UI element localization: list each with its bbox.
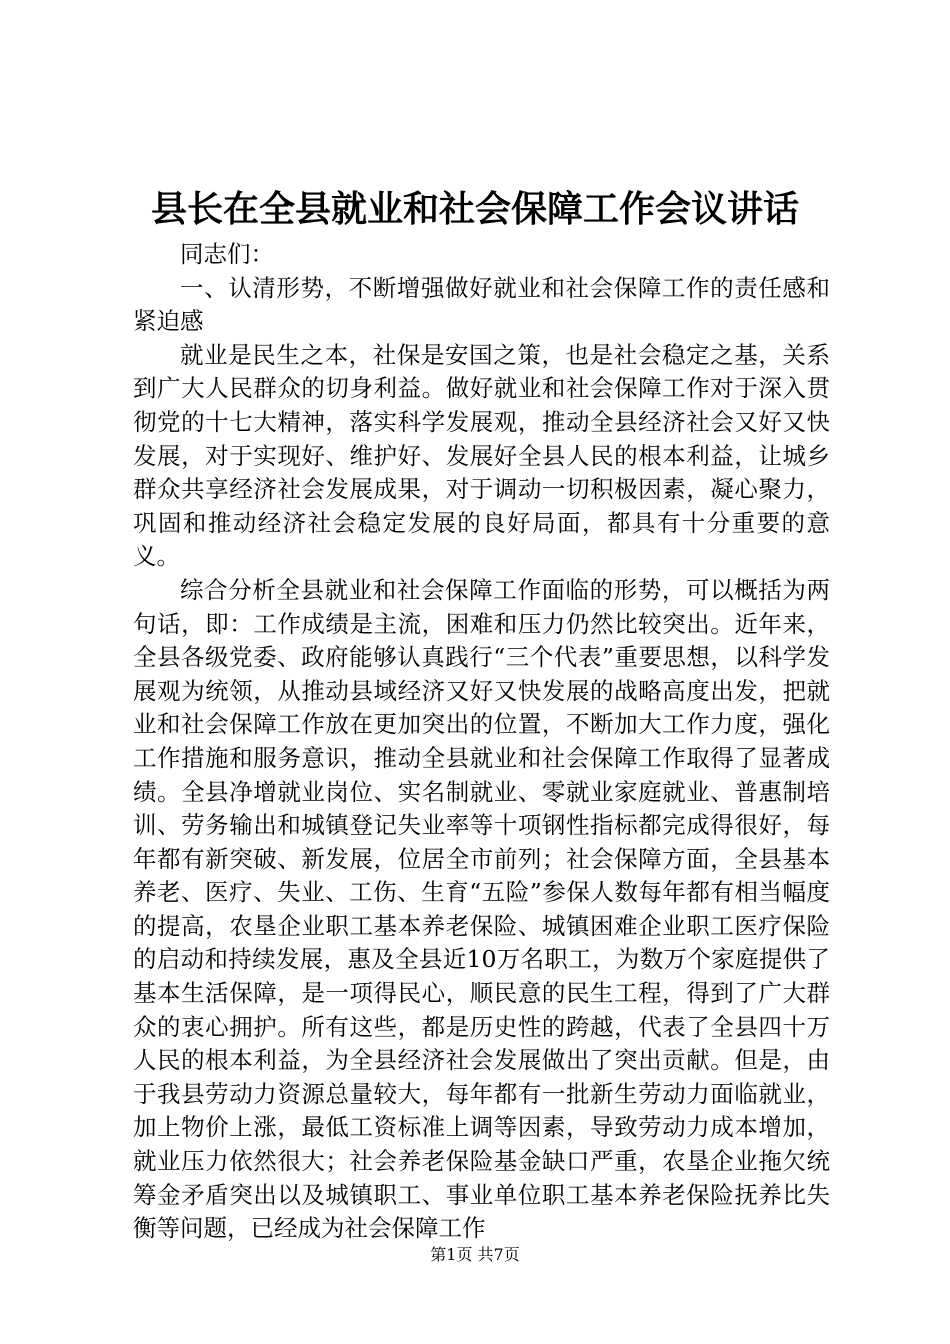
- salutation-paragraph: 同志们：: [180, 240, 274, 268]
- document-title: 县长在全县就业和社会保障工作会议讲话: [150, 188, 799, 230]
- body-paragraph: 综合分析全县就业和社会保障工作面临的形势，可以概括为两句话，即：工作成绩是主流，困难和压力仍然比较突出。近年来，全县各级党委、政府能够认真践行“三个代表”重要思想，以科学发展观为统领，从推动县域经济又好又快发展的战略高度出发，把就业和社会保障工作放在更加突出的位置，不断加大工作力度，强化工作措施和服务意识，推动全县就业和社会保障工作取得了显著成绩。全县净增就业岗位、实名制就业、零就业家庭就业、普惠制培训、劳务输出和城镇登记失业率等十项钢性指标都完成得很好，每年都有新突破、新发展，位居全市前列；社会保障方面，全县基本养老、医疗、失业、工伤、生育“五险”参保人数每年都有相当幅度的提高，农垦企业职工基本养老保险、城镇困难企业职工医疗保险的启动和持续发展，惠及全县近10万名职工，为数万个家庭提供了基本生活保障，是一项得民心，顺民意的民生工程，得到了广大群众的衷心拥护。所有这些，都是历史性的跨越，代表了全县四十万人民的根本利益，为全县经济社会发展做出了突出贡献。但是，由于我县劳动力资源总量较大，每年都有一批新生劳动力面临就业，加上物价上涨，最低工资标准上调等因素，导致劳动力成本增加，就业压力依然很大；社会养老保险基金缺口严重，农垦企业拖欠统筹金矛盾突出以及城镇职工、事业单位职工基本养老保险抚养比失衡等问题，已经成为社会保障工作: [133, 575, 830, 1243]
- document-body: [133, 238, 830, 1246]
- body-paragraph: 就业是民生之本，社保是安国之策，也是社会稳定之基，关系到广大人民群众的切身利益。做好就业和社会保障工作对于深入贯彻党的十七大精神，落实科学发展观，推动全县经济社会又好又快发展，对于实现好、维护好、发展好全县人民的根本利益，让城乡群众共享经济社会发展成果，对于调动一切积极因素，凝心聚力，巩固和推动经济社会稳定发展的良好局面，都具有十分重要的意义。: [133, 340, 830, 571]
- page-footer: 第1页 共7页: [430, 1245, 520, 1264]
- section-heading-paragraph: 一、认清形势，不断增强做好就业和社会保障工作的责任感和紧迫感: [133, 273, 830, 336]
